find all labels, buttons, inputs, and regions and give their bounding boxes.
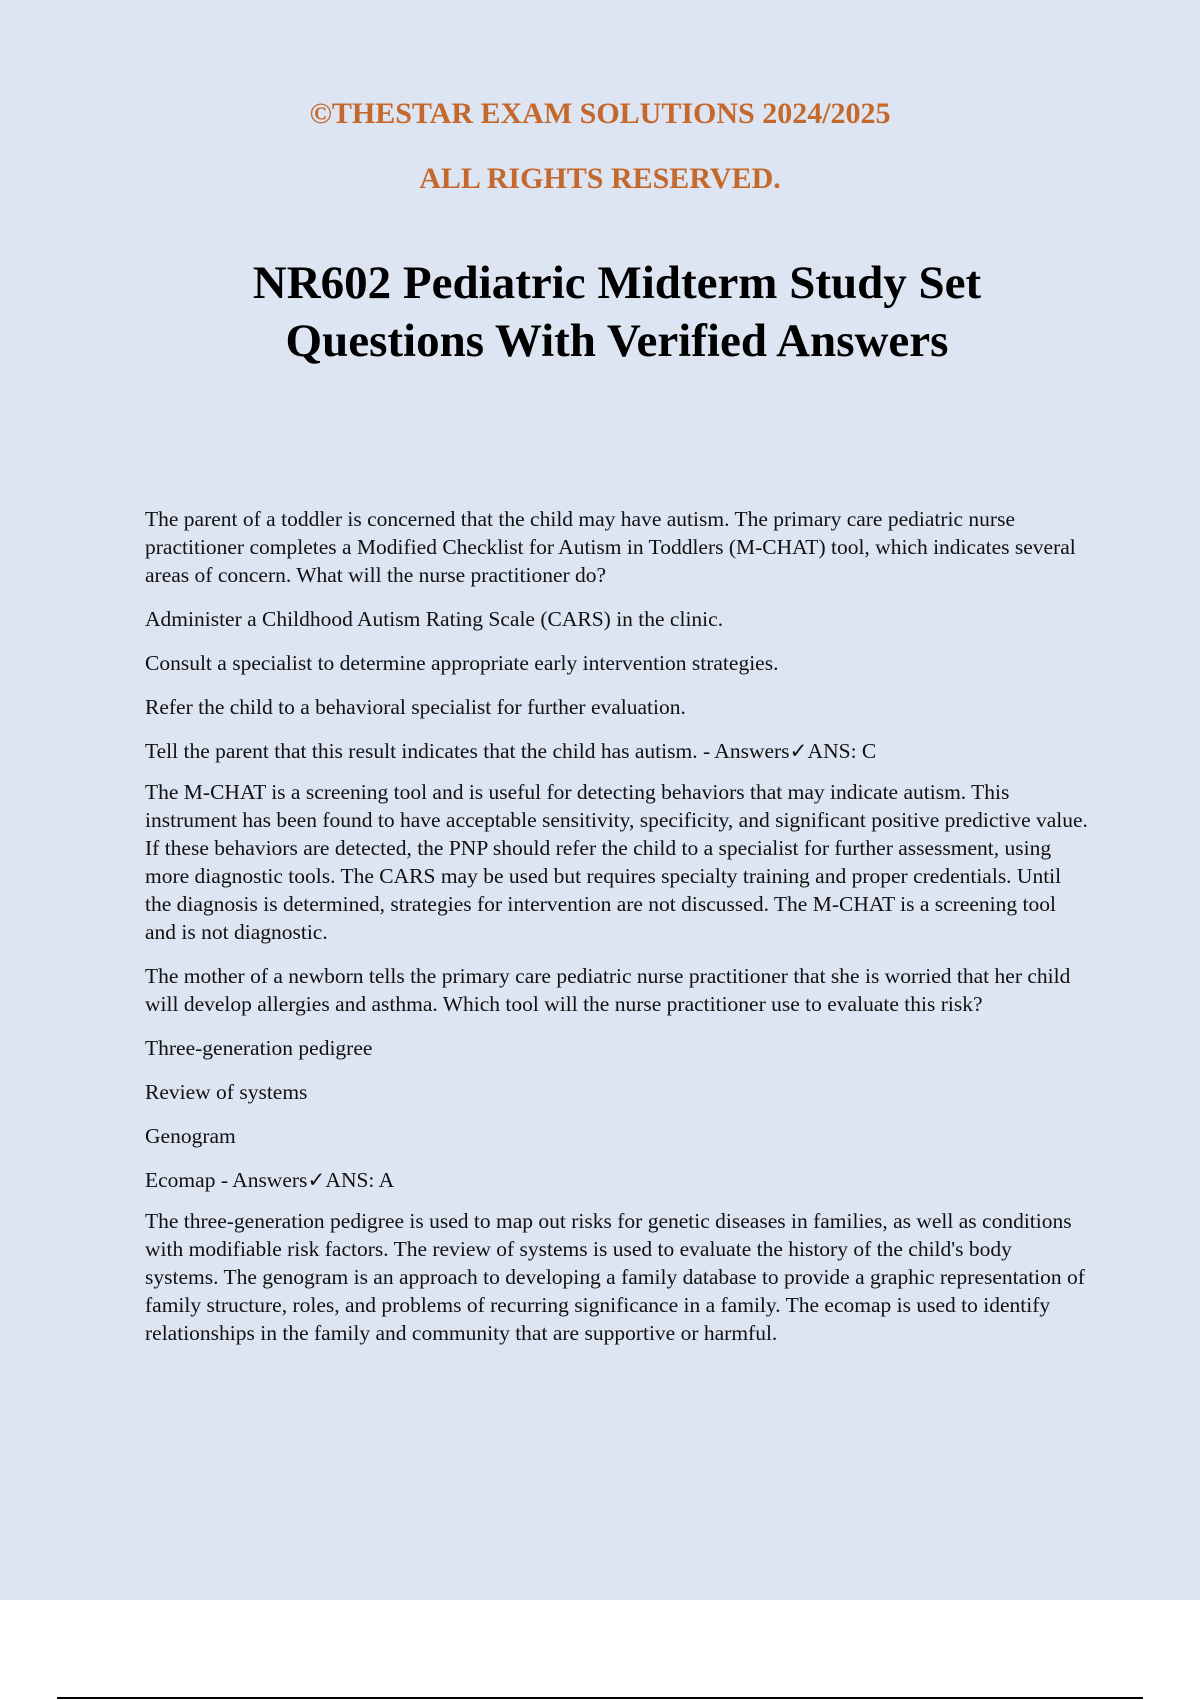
question-1-option-b: Consult a specialist to determine appropriate early intervention strategies. [145,651,779,675]
question-1-stem: The parent of a toddler is concerned that the child may have autism. The primary care pediatric nurse practitioner completes a Modified Checklist for Autism in Toddlers (M-CHAT) tool, which indicates several areas of concern. What will the nurse practitioner do? [145,507,1076,587]
title-line-1: NR602 Pediatric Midterm Study Set [252,257,982,309]
copyright-header: ©THESTAR EXAM SOLUTIONS 2024/2025 [309,97,891,130]
question-2-rationale: The three-generation pedigree is used to map out risks for genetic diseases in families, as well as conditions with modifiable risk factors. The review of systems is used to evaluate the history of the child's body systems. The genogram is an approach to developing a family database to provide a graphic representation of family structure, roles, and problems of recurring significance in a family. The ecomap is used to identify relationships in the family and community that are supportive or harmful. [145,1209,1085,1345]
rights-reserved-header: ALL RIGHTS RESERVED. [419,162,781,195]
document-title [0,254,1200,370]
document-body [145,505,1090,1363]
question-2-stem: The mother of a newborn tells the primary care pediatric nurse practitioner that she is worried that her child will develop allergies and asthma. Which tool will the nurse practitioner use to evaluate this risk? [145,964,1071,1016]
page-bottom-divider [57,1697,1143,1699]
question-1-option-a: Administer a Childhood Autism Rating Scale (CARS) in the clinic. [145,607,724,631]
title-line-2: Questions With Verified Answers [285,315,949,367]
question-1-rationale: The M-CHAT is a screening tool and is useful for detecting behaviors that may indicate autism. This instrument has been found to have acceptable sensitivity, specificity, and significant positive predictive value. If these behaviors are detected, the PNP should refer the child to a specialist for further assessment, using more diagnostic tools. The CARS may be used but requires specialty training and proper credentials. Until the diagnosis is determined, strategies for intervention are not discussed. The M-CHAT is a screening tool and is not diagnostic. [145,780,1088,944]
question-2-option-a: Three-generation pedigree [145,1036,373,1060]
question-2-option-b: Review of systems [145,1080,308,1104]
question-1-option-c: Refer the child to a behavioral specialist for further evaluation. [145,695,686,719]
question-2-option-c: Genogram [145,1124,236,1148]
question-1-option-d-answer: Tell the parent that this result indicates that the child has autism. - Answers✓ANS: C [145,739,877,763]
question-2-option-d-answer: Ecomap - Answers✓ANS: A [145,1168,395,1192]
